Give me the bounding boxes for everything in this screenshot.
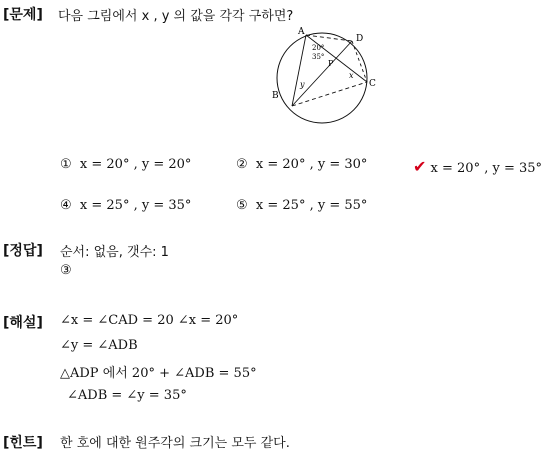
choice-5[interactable] — [236, 198, 367, 213]
explanation-line-1: ∠x = ∠CAD = 20 ∠x = 20° — [60, 313, 239, 328]
hint-tag: [힌트] — [3, 435, 43, 451]
explanation-tag: [해설] — [3, 315, 43, 331]
label-x: x — [349, 71, 354, 80]
label-b: B — [272, 91, 279, 101]
choice-number: ① — [60, 157, 72, 172]
answer-line-1: 순서: 없음, 갯수: 1 — [60, 245, 169, 260]
choice-text: x = 20° , y = 35° — [430, 161, 543, 176]
label-angle-20: 20° — [312, 44, 325, 52]
answer-tag: [정답] — [3, 243, 43, 259]
label-d: D — [356, 34, 364, 44]
choice-text: x = 20° , y = 20° — [79, 157, 192, 172]
choice-text: x = 25° , y = 55° — [255, 198, 368, 213]
choice-text: x = 20° , y = 30° — [255, 157, 368, 172]
choice-number: ④ — [60, 198, 72, 213]
problem-text: 다음 그림에서 x , y 의 값을 각각 구하면? — [58, 9, 294, 24]
chord-ab — [292, 35, 306, 106]
explanation-line-3: △ADP 에서 20° + ∠ADB = 55° — [60, 366, 257, 381]
answer-line-2: ③ — [60, 263, 72, 278]
problem-tag: [문제] — [3, 7, 43, 23]
choice-3[interactable] — [413, 157, 542, 176]
label-angle-35: 35° — [312, 53, 325, 61]
label-c: C — [369, 79, 376, 89]
choice-number: ⑤ — [236, 198, 248, 213]
check-icon: ✔ — [413, 157, 427, 176]
explanation-line-4: ∠ADB = ∠y = 35° — [67, 388, 187, 403]
label-a: A — [298, 27, 305, 37]
choice-1[interactable] — [60, 157, 191, 172]
choice-4[interactable] — [60, 198, 191, 213]
choice-2[interactable] — [236, 157, 367, 172]
label-p: P — [328, 59, 334, 68]
choice-text: x = 25° , y = 35° — [79, 198, 192, 213]
explanation-line-2: ∠y = ∠ADB — [60, 338, 138, 353]
label-y: y — [300, 80, 305, 89]
hint-text: 한 호에 대한 원주각의 크기는 모두 같다. — [60, 436, 290, 451]
circle-figure — [262, 26, 392, 126]
choice-number: ② — [236, 157, 248, 172]
